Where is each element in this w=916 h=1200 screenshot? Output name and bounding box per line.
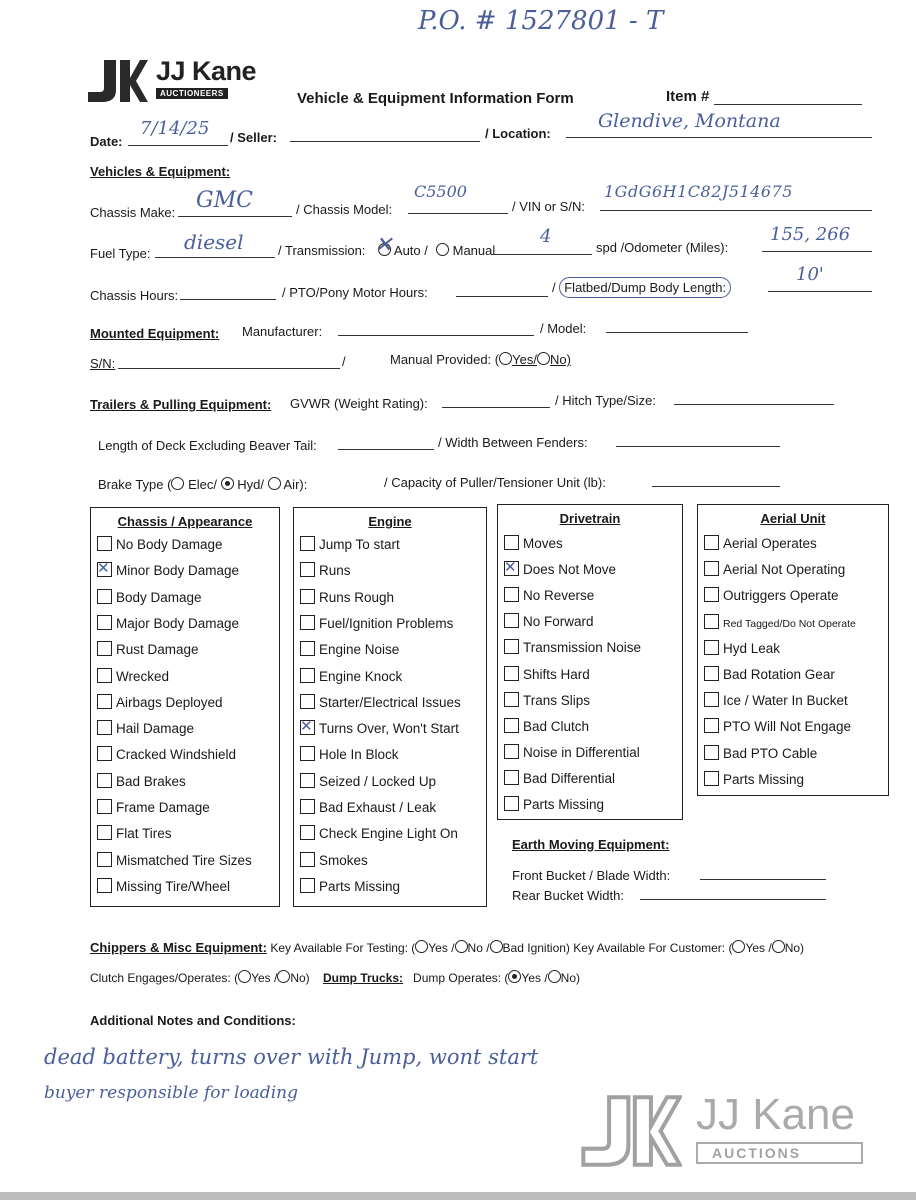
checkbox[interactable] bbox=[504, 666, 519, 681]
key-customer-yes-radio[interactable] bbox=[732, 940, 745, 953]
date-label: Date: bbox=[90, 134, 123, 149]
po-number: P.O. # 1527801 - T bbox=[418, 6, 664, 36]
chassis-model-value[interactable]: C5500 bbox=[414, 182, 467, 201]
checkbox-label: Hole In Block bbox=[319, 747, 399, 763]
chassis-item[interactable] bbox=[97, 641, 199, 657]
chassis-item[interactable] bbox=[97, 878, 230, 894]
chassis-item[interactable] bbox=[97, 536, 223, 552]
checkbox-label: Airbags Deployed bbox=[116, 694, 223, 710]
engine-item[interactable] bbox=[300, 562, 351, 578]
chassis-model-label: / Chassis Model: bbox=[296, 202, 393, 217]
checkbox[interactable] bbox=[704, 640, 719, 655]
checkbox[interactable] bbox=[300, 694, 315, 709]
clutch-dump-row bbox=[90, 970, 580, 985]
checkbox[interactable] bbox=[504, 561, 519, 576]
checkbox[interactable] bbox=[300, 589, 315, 604]
checkbox-label: Frame Damage bbox=[116, 800, 210, 815]
aerial-item[interactable] bbox=[704, 745, 817, 761]
chassis-item[interactable] bbox=[97, 694, 223, 710]
key-testing-yes-label: Yes / bbox=[428, 941, 455, 955]
chassis-item[interactable] bbox=[97, 615, 239, 631]
pto-hours-field[interactable] bbox=[456, 282, 548, 297]
aerial-item[interactable] bbox=[704, 587, 839, 603]
brake-air-radio[interactable] bbox=[268, 477, 281, 490]
checkbox-label: Smokes bbox=[319, 852, 368, 868]
key-testing-no-radio[interactable] bbox=[455, 940, 468, 953]
checkbox[interactable] bbox=[300, 825, 315, 840]
chassis-hours-field[interactable] bbox=[180, 285, 276, 300]
dump-heading: Dump Trucks: bbox=[323, 971, 404, 985]
model-label: / Model: bbox=[540, 321, 587, 336]
checkbox[interactable] bbox=[97, 720, 112, 735]
checkbox-label: Red Tagged/Do Not Operate bbox=[723, 617, 856, 630]
checkbox-label: Runs bbox=[319, 563, 351, 579]
body-length-label: / Flatbed/Dump Body Length: bbox=[552, 280, 731, 295]
engine-item[interactable] bbox=[300, 694, 461, 710]
checkbox-label: Fuel/Ignition Problems bbox=[319, 615, 454, 631]
checkbox-label: Missing Tire/Wheel bbox=[116, 878, 231, 894]
earth-heading: Earth Moving Equipment: bbox=[512, 837, 670, 852]
aerial-box-title: Aerial Unit bbox=[760, 511, 826, 526]
auto-label: Auto / bbox=[393, 243, 428, 258]
scan-bottom-edge bbox=[0, 1192, 916, 1200]
engine-item[interactable] bbox=[300, 615, 453, 631]
checkbox-label: Minor Body Damage bbox=[116, 563, 240, 579]
chassis-make-label: Chassis Make: bbox=[90, 205, 176, 220]
checkbox-label: Bad Differential bbox=[523, 770, 616, 786]
engine-item[interactable] bbox=[300, 799, 436, 815]
hitch-label: / Hitch Type/Size: bbox=[555, 393, 656, 408]
clutch-no-label: No) bbox=[290, 971, 310, 985]
trailers-heading: Trailers & Pulling Equipment: bbox=[90, 397, 272, 412]
capacity-label: / Capacity of Puller/Tensioner Unit (lb): bbox=[384, 475, 606, 490]
jk-watermark-icon bbox=[578, 1094, 682, 1168]
key-testing-badign-label: Bad Ignition) bbox=[502, 941, 570, 955]
deck-length-field[interactable] bbox=[338, 435, 434, 450]
engine-item[interactable] bbox=[300, 589, 394, 605]
drivetrain-item[interactable] bbox=[504, 613, 594, 629]
checkbox[interactable] bbox=[504, 639, 519, 654]
checkbox-label: Trans Slips bbox=[523, 692, 591, 708]
aerial-item[interactable] bbox=[704, 718, 851, 734]
checkbox[interactable] bbox=[300, 641, 315, 656]
hitch-field[interactable] bbox=[674, 390, 834, 405]
chassis-item[interactable] bbox=[97, 852, 252, 868]
checkbox[interactable] bbox=[704, 771, 719, 786]
checkbox[interactable] bbox=[300, 562, 315, 577]
dump-label: Dump Operates: ( bbox=[413, 971, 509, 985]
aerial-item[interactable] bbox=[704, 640, 780, 656]
aerial-item[interactable] bbox=[704, 666, 835, 682]
aerial-item[interactable] bbox=[704, 561, 845, 577]
brake-elec-label: Elec/ bbox=[188, 477, 217, 492]
checkbox-label: Bad Rotation Gear bbox=[723, 667, 835, 682]
checkbox-label: Cracked Windshield bbox=[116, 747, 237, 763]
drivetrain-item[interactable] bbox=[504, 692, 590, 708]
capacity-field[interactable] bbox=[652, 472, 780, 487]
form-title-text: Vehicle & Equipment Information Form bbox=[297, 90, 574, 107]
brake-hyd-radio[interactable] bbox=[221, 477, 234, 490]
clutch-label: Clutch Engages/Operates: ( bbox=[90, 971, 239, 985]
checkbox[interactable] bbox=[300, 615, 315, 630]
drivetrain-item[interactable] bbox=[504, 666, 590, 682]
checkbox-label: Engine Knock bbox=[319, 668, 403, 684]
dump-no-radio[interactable] bbox=[548, 970, 561, 983]
checkbox-label: Bad Brakes bbox=[116, 773, 186, 789]
checkbox-label: Rust Damage bbox=[116, 642, 199, 658]
checkbox[interactable] bbox=[300, 799, 315, 814]
drivetrain-item[interactable] bbox=[504, 561, 616, 577]
dump-yes-radio[interactable] bbox=[508, 970, 521, 983]
checkbox[interactable] bbox=[704, 614, 719, 629]
key-testing-no-label: No / bbox=[467, 941, 490, 955]
transmission-label: / Transmission: bbox=[278, 243, 366, 258]
checkbox[interactable] bbox=[704, 666, 719, 681]
seller-label: / Seller: bbox=[230, 130, 277, 145]
checkbox[interactable] bbox=[300, 773, 315, 788]
checkbox-label: Turns Over, Won't Start bbox=[319, 721, 459, 737]
checkbox[interactable] bbox=[504, 613, 519, 628]
checkbox-label: Mismatched Tire Sizes bbox=[116, 852, 252, 868]
deck-length-label: Length of Deck Excluding Beaver Tail: bbox=[98, 438, 317, 453]
checkbox[interactable] bbox=[97, 536, 112, 551]
drivetrain-item[interactable] bbox=[504, 770, 615, 786]
location-value[interactable]: Glendive, Montana bbox=[598, 110, 781, 132]
checkbox-label: Parts Missing bbox=[523, 797, 605, 812]
checkbox[interactable] bbox=[97, 641, 112, 656]
drivetrain-item[interactable] bbox=[504, 587, 594, 603]
manufacturer-field[interactable] bbox=[338, 321, 534, 336]
checkbox-label: Shifts Hard bbox=[523, 666, 590, 682]
drivetrain-item[interactable] bbox=[504, 718, 589, 734]
engine-item[interactable] bbox=[300, 746, 399, 762]
checkbox-label: No Reverse bbox=[523, 588, 595, 604]
checkbox-label: PTO Will Not Engage bbox=[723, 719, 852, 735]
notes-line-1[interactable]: dead battery, turns over with Jump, wont start bbox=[44, 1045, 539, 1069]
vin-label: / VIN or S/N: bbox=[512, 199, 585, 214]
key-customer-no-radio[interactable] bbox=[772, 940, 785, 953]
front-bucket-field[interactable] bbox=[700, 865, 826, 880]
watermark-sub: AUCTIONS bbox=[696, 1142, 863, 1164]
checkbox-label: Body Damage bbox=[116, 589, 202, 605]
checkbox-label: Ice / Water In Bucket bbox=[723, 693, 848, 709]
manual-radio[interactable] bbox=[436, 243, 449, 256]
engine-item[interactable] bbox=[300, 852, 368, 868]
seller-field[interactable] bbox=[290, 127, 480, 142]
checkbox-label: Noise in Differential bbox=[523, 744, 640, 760]
aerial-unit-box bbox=[697, 504, 889, 796]
model-field[interactable] bbox=[606, 318, 748, 333]
manual-yes-radio[interactable] bbox=[499, 352, 512, 365]
checkbox[interactable] bbox=[704, 587, 719, 602]
chassis-item[interactable] bbox=[97, 799, 210, 815]
pto-hours-label: / PTO/Pony Motor Hours: bbox=[282, 285, 428, 300]
checkbox[interactable] bbox=[504, 796, 519, 811]
manual-no-radio[interactable] bbox=[537, 352, 550, 365]
drivetrain-item[interactable] bbox=[504, 744, 640, 760]
checkbox-label: Bad Clutch bbox=[523, 718, 590, 734]
drivetrain-item[interactable] bbox=[504, 796, 604, 812]
aerial-item[interactable] bbox=[704, 614, 856, 630]
checkbox[interactable] bbox=[704, 561, 719, 576]
notes-heading: Additional Notes and Conditions: bbox=[90, 1013, 296, 1028]
checkbox-label: Does Not Move bbox=[523, 562, 617, 578]
logo-brand: JJ Kane bbox=[156, 56, 257, 86]
chassis-item[interactable] bbox=[97, 720, 194, 736]
brake-air-label: Air): bbox=[283, 477, 308, 492]
checkbox-label: Major Body Damage bbox=[116, 615, 240, 631]
manual-provided-label: Manual Provided: ( bbox=[390, 352, 500, 367]
aerial-item[interactable] bbox=[704, 535, 817, 551]
checkbox[interactable] bbox=[300, 668, 315, 683]
manual-label: Manual bbox=[452, 243, 496, 258]
clutch-no-radio[interactable] bbox=[277, 970, 290, 983]
body-length-value[interactable]: 10' bbox=[796, 264, 824, 285]
chassis-item[interactable] bbox=[97, 825, 172, 841]
checkbox[interactable] bbox=[704, 692, 719, 707]
sn-field[interactable] bbox=[118, 354, 340, 369]
checkbox-label: No Forward bbox=[523, 614, 594, 630]
chassis-item[interactable] bbox=[97, 562, 239, 578]
engine-item[interactable] bbox=[300, 641, 399, 657]
manufacturer-label: Manufacturer: bbox=[242, 324, 323, 339]
engine-item[interactable] bbox=[300, 878, 400, 894]
odometer-value[interactable]: 155, 266 bbox=[770, 224, 851, 245]
checkbox-label: Bad Exhaust / Leak bbox=[319, 800, 437, 815]
chassis-box-title: Chassis / Appearance bbox=[117, 514, 253, 529]
key-customer-yes-label: Yes / bbox=[745, 941, 772, 955]
checkbox[interactable] bbox=[704, 535, 719, 550]
fenders-label: / Width Between Fenders: bbox=[438, 435, 588, 450]
checkbox[interactable] bbox=[300, 536, 315, 551]
key-testing-label: Key Available For Testing: ( bbox=[270, 941, 416, 955]
checkbox-label: Hyd Leak bbox=[723, 640, 781, 656]
checkbox-label: Outriggers Operate bbox=[723, 588, 839, 604]
engine-box-title: Engine bbox=[368, 514, 412, 529]
clutch-yes-radio[interactable] bbox=[238, 970, 251, 983]
checkbox[interactable] bbox=[97, 773, 112, 788]
brake-elec-radio[interactable] bbox=[171, 477, 184, 490]
checkbox-label: Seized / Locked Up bbox=[319, 773, 437, 789]
sn-label: S/N: bbox=[90, 356, 116, 371]
watermark-brand: JJ Kane bbox=[696, 1090, 855, 1139]
checkbox[interactable] bbox=[504, 692, 519, 707]
jk-logo-icon bbox=[86, 58, 148, 104]
drivetrain-item[interactable] bbox=[504, 639, 641, 655]
checkbox[interactable] bbox=[97, 878, 112, 893]
checkbox-label: Transmission Noise bbox=[523, 640, 642, 656]
checkbox[interactable] bbox=[97, 562, 112, 577]
item-label: Item # bbox=[666, 88, 710, 105]
checkbox[interactable] bbox=[300, 746, 315, 761]
checkbox[interactable] bbox=[97, 746, 112, 761]
manual-no-label: No) bbox=[549, 352, 571, 367]
brake-hyd-label: Hyd/ bbox=[237, 477, 264, 492]
chassis-make-value[interactable]: GMC bbox=[196, 188, 253, 213]
checkbox[interactable] bbox=[97, 799, 112, 814]
checkbox-label: Moves bbox=[523, 536, 563, 551]
engine-box bbox=[293, 507, 487, 907]
fenders-field[interactable] bbox=[616, 432, 780, 447]
checkbox-label: Parts Missing bbox=[319, 878, 401, 894]
chassis-item[interactable] bbox=[97, 589, 202, 605]
checkbox-label: Starter/Electrical Issues bbox=[319, 694, 461, 710]
logo-sub: AUCTIONEERS bbox=[156, 88, 228, 99]
spd-value[interactable]: 4 bbox=[540, 226, 552, 247]
key-customer-label: Key Available For Customer: ( bbox=[573, 941, 733, 955]
checkbox-label: Bad PTO Cable bbox=[723, 745, 818, 761]
drivetrain-box-title: Drivetrain bbox=[559, 511, 621, 526]
checkbox-label: Flat Tires bbox=[116, 826, 172, 842]
manual-provided bbox=[390, 352, 571, 367]
brake-label: Brake Type ( bbox=[98, 477, 172, 492]
body-length-text: Flatbed/Dump Body Length: bbox=[559, 277, 731, 298]
checkbox[interactable] bbox=[504, 744, 519, 759]
chassis-appearance-box bbox=[90, 507, 280, 907]
brake-type bbox=[98, 477, 307, 492]
rear-bucket-field[interactable] bbox=[640, 885, 826, 900]
key-testing-badign-radio[interactable] bbox=[490, 940, 503, 953]
manual-yes-label: Yes/ bbox=[512, 352, 537, 367]
engine-item[interactable] bbox=[300, 825, 458, 841]
date-value[interactable]: 7/14/25 bbox=[140, 118, 210, 139]
checkbox-label: Hail Damage bbox=[116, 721, 195, 737]
aerial-item[interactable] bbox=[704, 771, 804, 787]
engine-item[interactable] bbox=[300, 720, 459, 736]
checkbox[interactable] bbox=[97, 615, 112, 630]
checkbox[interactable] bbox=[704, 718, 719, 733]
chippers-heading: Chippers & Misc Equipment: bbox=[90, 940, 267, 955]
mounted-heading: Mounted Equipment: bbox=[90, 326, 220, 341]
checkbox[interactable] bbox=[300, 720, 315, 735]
checkbox[interactable] bbox=[704, 745, 719, 760]
checkbox[interactable] bbox=[97, 668, 112, 683]
clutch-yes-label: Yes / bbox=[251, 971, 278, 985]
checkbox[interactable] bbox=[504, 535, 519, 550]
chassis-item[interactable] bbox=[97, 668, 169, 684]
vehicles-heading: Vehicles & Equipment: bbox=[90, 164, 231, 179]
checkbox-label: Aerial Operates bbox=[723, 536, 817, 551]
fuel-label: Fuel Type: bbox=[90, 246, 151, 261]
engine-item[interactable] bbox=[300, 773, 436, 789]
checkbox-label: Parts Missing bbox=[723, 771, 805, 787]
checkbox[interactable] bbox=[504, 587, 519, 602]
transmission-manual-option[interactable] bbox=[436, 243, 495, 258]
checkbox[interactable] bbox=[97, 694, 112, 709]
gvwr-label: GVWR (Weight Rating): bbox=[290, 396, 428, 411]
chassis-item[interactable] bbox=[97, 773, 186, 789]
checkbox-label: Check Engine Light On bbox=[319, 826, 458, 842]
key-testing-yes-radio[interactable] bbox=[415, 940, 428, 953]
dump-no-label: No) bbox=[560, 971, 581, 985]
fuel-value[interactable]: diesel bbox=[184, 230, 244, 254]
checkbox-label: Wrecked bbox=[116, 668, 170, 684]
drivetrain-item[interactable] bbox=[504, 535, 563, 551]
location-label: / Location: bbox=[485, 126, 551, 141]
notes-line-2[interactable]: buyer responsible for loading bbox=[44, 1083, 298, 1103]
checkbox[interactable] bbox=[504, 770, 519, 785]
engine-item[interactable] bbox=[300, 668, 402, 684]
aerial-item[interactable] bbox=[704, 692, 848, 708]
form-title bbox=[297, 90, 578, 107]
engine-item[interactable] bbox=[300, 536, 400, 552]
checkbox-label: No Body Damage bbox=[116, 537, 223, 552]
vin-value[interactable]: 1GdG6H1C82J514675 bbox=[604, 182, 793, 201]
drivetrain-box bbox=[497, 504, 683, 820]
gvwr-field[interactable] bbox=[442, 393, 550, 408]
checkbox-label: Runs Rough bbox=[319, 589, 395, 605]
checkbox[interactable] bbox=[97, 825, 112, 840]
checkbox-label: Jump To start bbox=[319, 537, 400, 552]
chassis-hours-label: Chassis Hours: bbox=[90, 288, 179, 303]
rear-bucket-label: Rear Bucket Width: bbox=[512, 888, 624, 903]
auto-cross-mark: ✕ bbox=[374, 233, 393, 258]
checkbox[interactable] bbox=[97, 589, 112, 604]
checkbox[interactable] bbox=[504, 718, 519, 733]
checkbox[interactable] bbox=[300, 878, 315, 893]
key-customer-no-label: No) bbox=[784, 941, 805, 955]
checkbox[interactable] bbox=[300, 852, 315, 867]
checkbox-label: Engine Noise bbox=[319, 642, 400, 658]
chassis-item[interactable] bbox=[97, 746, 236, 762]
checkbox[interactable] bbox=[97, 852, 112, 867]
item-number-field[interactable] bbox=[666, 88, 862, 105]
checkbox-label: Aerial Not Operating bbox=[723, 562, 846, 578]
dump-yes-label: Yes / bbox=[521, 971, 548, 985]
spd-odometer-label: spd /Odometer (Miles): bbox=[596, 240, 729, 255]
chippers-row bbox=[90, 940, 804, 955]
front-bucket-label: Front Bucket / Blade Width: bbox=[512, 868, 671, 883]
